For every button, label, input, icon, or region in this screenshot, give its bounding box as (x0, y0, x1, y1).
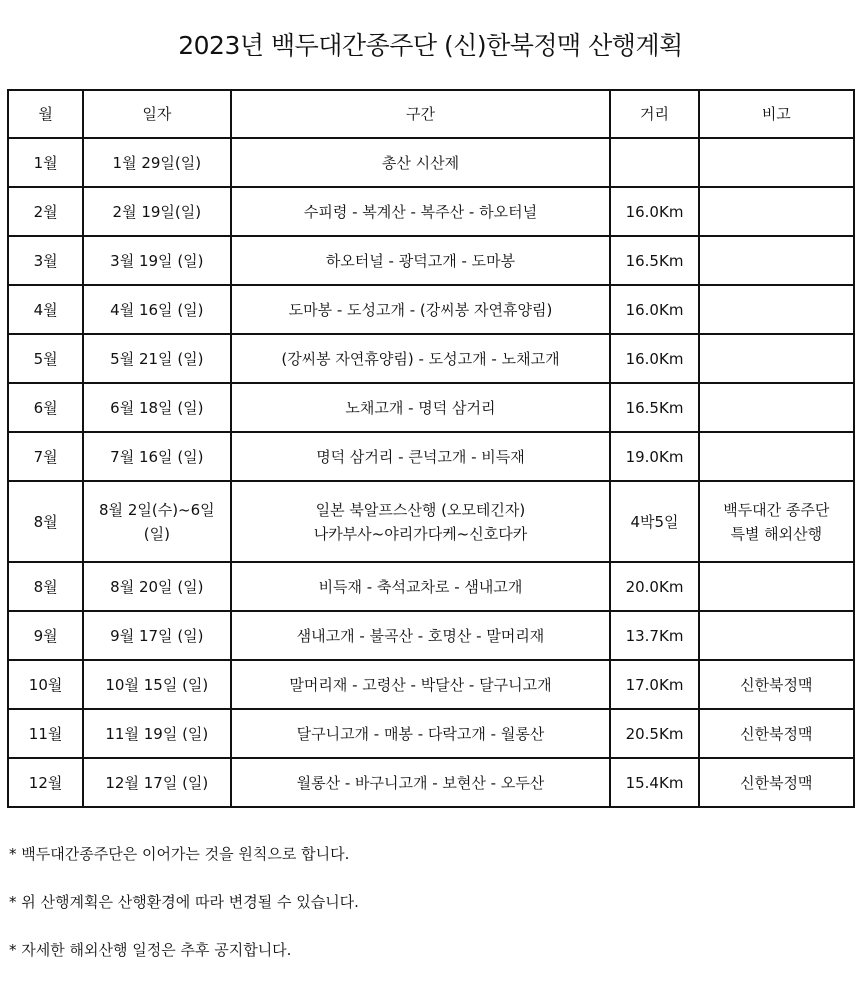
cell-route: 수피령 - 복계산 - 복주산 - 하오터널 (231, 187, 611, 236)
cell-month: 1월 (8, 138, 83, 187)
cell-distance (610, 138, 698, 187)
cell-distance: 4박5일 (610, 481, 698, 562)
table-row (8, 758, 854, 807)
footnote: * 위 산행계획은 산행환경에 따라 변경될 수 있습니다. (9, 893, 359, 911)
cell-distance: 16.0Km (610, 334, 698, 383)
cell-distance: 16.5Km (610, 383, 698, 432)
page-title: 2023년 백두대간종주단 (신)한북정맥 산행계획 (178, 31, 683, 60)
cell-distance: 20.0Km (610, 562, 698, 611)
cell-distance: 16.0Km (610, 285, 698, 334)
footnotes (9, 842, 359, 986)
cell-date: 5월 21일 (일) (83, 334, 230, 383)
cell-route: 총산 시산제 (231, 138, 611, 187)
cell-month: 5월 (8, 334, 83, 383)
route-line: 일본 북알프스산행 (오모테긴자) (315, 500, 526, 519)
cell-date: 9월 17일 (일) (83, 611, 230, 660)
cell-note (699, 334, 854, 383)
cell-note: 신한북정맥 (699, 660, 854, 709)
table-row (8, 660, 854, 709)
cell-note: 신한북정맥 (699, 709, 854, 758)
cell-note (699, 285, 854, 334)
cell-note (699, 611, 854, 660)
cell-date (83, 481, 230, 562)
table-row (8, 187, 854, 236)
table-row (8, 236, 854, 285)
cell-distance: 16.0Km (610, 187, 698, 236)
header-note: 비고 (699, 90, 854, 138)
cell-month: 3월 (8, 236, 83, 285)
cell-route: 월롱산 - 바구니고개 - 보현산 - 오두산 (231, 758, 611, 807)
cell-route: 명덕 삼거리 - 큰넉고개 - 비득재 (231, 432, 611, 481)
date-line: 8월 2일(수)~6일 (99, 500, 215, 519)
header-distance: 거리 (610, 90, 698, 138)
cell-month: 9월 (8, 611, 83, 660)
cell-distance: 19.0Km (610, 432, 698, 481)
cell-date: 1월 29일(일) (83, 138, 230, 187)
footnote: * 자세한 해외산행 일정은 추후 공지합니다. (9, 941, 292, 959)
cell-date: 11월 19일 (일) (83, 709, 230, 758)
schedule-table (7, 89, 855, 808)
cell-route: 도마봉 - 도성고개 - (강씨봉 자연휴양림) (231, 285, 611, 334)
cell-route: 달구니고개 - 매봉 - 다락고개 - 월롱산 (231, 709, 611, 758)
cell-note (699, 481, 854, 562)
date-line: (일) (143, 524, 170, 543)
footnote: * 백두대간종주단은 이어가는 것을 원칙으로 합니다. (9, 845, 350, 863)
table-row (8, 432, 854, 481)
table-row (8, 562, 854, 611)
cell-date: 8월 20일 (일) (83, 562, 230, 611)
header-date: 일자 (83, 90, 230, 138)
table-row (8, 383, 854, 432)
cell-route: 노채고개 - 명덕 삼거리 (231, 383, 611, 432)
cell-note: 신한북정맥 (699, 758, 854, 807)
cell-month: 11월 (8, 709, 83, 758)
note-line: 특별 해외산행 (730, 524, 823, 543)
cell-month: 2월 (8, 187, 83, 236)
cell-month: 7월 (8, 432, 83, 481)
cell-note (699, 236, 854, 285)
cell-distance: 20.5Km (610, 709, 698, 758)
route-line: 나카부사~야리가다케~신호다카 (313, 524, 528, 543)
cell-month: 8월 (8, 481, 83, 562)
cell-route: 샘내고개 - 불곡산 - 호명산 - 말머리재 (231, 611, 611, 660)
cell-date: 6월 18일 (일) (83, 383, 230, 432)
cell-date: 3월 19일 (일) (83, 236, 230, 285)
cell-date: 7월 16일 (일) (83, 432, 230, 481)
cell-date: 12월 17일 (일) (83, 758, 230, 807)
table-row (8, 334, 854, 383)
cell-route: 말머리재 - 고령산 - 박달산 - 달구니고개 (231, 660, 611, 709)
cell-note (699, 432, 854, 481)
header-month: 월 (8, 90, 83, 138)
cell-route (231, 481, 611, 562)
table-row-overseas (8, 481, 854, 562)
cell-route: 비득재 - 축석교차로 - 샘내고개 (231, 562, 611, 611)
table-row (8, 709, 854, 758)
cell-distance: 17.0Km (610, 660, 698, 709)
table-row (8, 285, 854, 334)
header-route: 구간 (231, 90, 611, 138)
cell-month: 6월 (8, 383, 83, 432)
cell-note (699, 138, 854, 187)
cell-note (699, 562, 854, 611)
cell-month: 10월 (8, 660, 83, 709)
cell-distance: 15.4Km (610, 758, 698, 807)
cell-note (699, 383, 854, 432)
note-line: 백두대간 종주단 (723, 500, 830, 519)
cell-date: 10월 15일 (일) (83, 660, 230, 709)
cell-note (699, 187, 854, 236)
cell-route: 하오터널 - 광덕고개 - 도마봉 (231, 236, 611, 285)
cell-month: 4월 (8, 285, 83, 334)
cell-distance: 13.7Km (610, 611, 698, 660)
cell-date: 4월 16일 (일) (83, 285, 230, 334)
cell-route: (강씨봉 자연휴양림) - 도성고개 - 노채고개 (231, 334, 611, 383)
table-header-row (8, 90, 854, 138)
cell-distance: 16.5Km (610, 236, 698, 285)
cell-date: 2월 19일(일) (83, 187, 230, 236)
table-row (8, 611, 854, 660)
table-row (8, 138, 854, 187)
cell-month: 12월 (8, 758, 83, 807)
cell-month: 8월 (8, 562, 83, 611)
